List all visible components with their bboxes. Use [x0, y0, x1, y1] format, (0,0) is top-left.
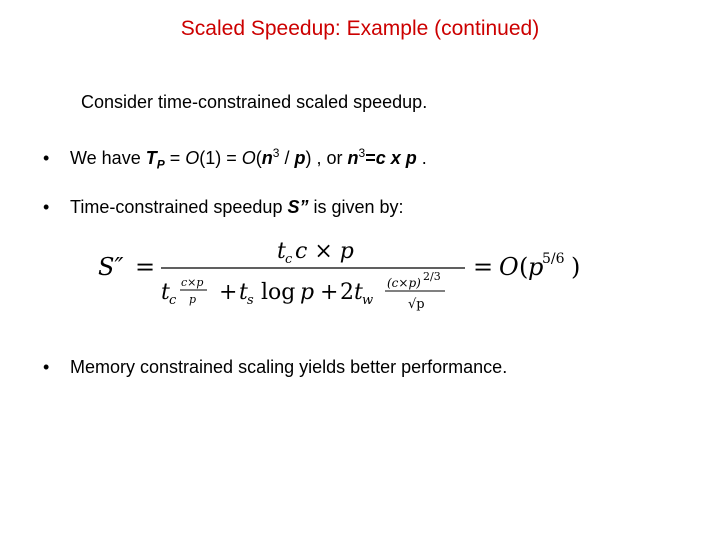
slide-title: Scaled Speedup: Example (continued): [180, 17, 540, 40]
var-p: p: [294, 148, 306, 168]
bullet-speedup: [43, 197, 404, 218]
eq-den-frac2-exp: 2/3: [423, 270, 441, 283]
tp-subscript: P: [156, 157, 165, 172]
eq-result-open: (: [519, 253, 529, 281]
tp-symbol: T: [145, 148, 157, 168]
eq-den-frac-den: p: [189, 293, 197, 306]
eq-result-equals: =: [473, 253, 494, 281]
eq-den-p: p: [300, 280, 315, 305]
speedup-symbol: S”: [287, 197, 309, 217]
bullet-text: Time-constrained speedup: [70, 197, 288, 217]
eq-den-t2: t: [239, 280, 248, 305]
c-x-p: c x p: [375, 148, 417, 168]
big-o: O: [241, 148, 256, 168]
bullet-text: .: [416, 148, 427, 168]
eq-num-sub: c: [285, 252, 293, 267]
eq-den-t2-sub: s: [247, 293, 254, 308]
eq-den-t3-sub: w: [362, 293, 374, 308]
eq-result-O: O: [499, 253, 519, 281]
exponent: 3: [358, 146, 366, 160]
var-n: n: [261, 148, 273, 168]
eq-lhs: S″: [98, 253, 124, 281]
bullet-dot: •: [43, 197, 50, 217]
bullet-text: (1) =: [199, 148, 242, 168]
eq-den-t1: t: [161, 280, 170, 305]
eq-result-p: p: [528, 253, 544, 281]
exponent: 3: [272, 146, 280, 160]
var-n: n: [347, 148, 359, 168]
bullet-text: /: [279, 148, 295, 168]
eq-den-t1-sub: c: [169, 293, 177, 308]
eq-equals: =: [135, 253, 156, 281]
eq-plus: +: [320, 280, 339, 305]
eq-den-frac2-den: √p: [408, 297, 425, 312]
eq-plus: +: [219, 280, 238, 305]
eq-den-frac-num: c×p: [181, 276, 204, 289]
eq-num-rest: c × p: [295, 239, 354, 264]
bullet-text: ) , or: [305, 148, 348, 168]
bullet-tp: [43, 146, 427, 172]
bullet-text: Memory constrained scaling yields better performance.: [70, 357, 508, 377]
bullet-text: We have: [70, 148, 146, 168]
eq-den-frac2-num: (c×p): [387, 276, 421, 290]
bullet-dot: •: [43, 357, 50, 377]
bullet-text: (: [255, 148, 262, 168]
eq-log: log: [261, 280, 296, 305]
slide-subtitle: Consider time-constrained scaled speedup.: [81, 92, 428, 112]
eq-num-t: t: [277, 239, 286, 264]
eq-den-t3: t: [354, 280, 363, 305]
eq-result-close: ): [571, 253, 581, 281]
bullet-text: =: [164, 148, 186, 168]
equals-sign: =: [365, 148, 376, 168]
big-o: O: [185, 148, 200, 168]
bullet-memory: [43, 357, 507, 378]
equation-svg: [95, 236, 585, 320]
eq-result-exp: 5/6: [542, 251, 565, 267]
bullet-dot: •: [43, 148, 50, 168]
bullet-text: is given by:: [308, 197, 404, 217]
speedup-equation: [95, 236, 585, 320]
eq-coef: 2: [340, 280, 354, 305]
